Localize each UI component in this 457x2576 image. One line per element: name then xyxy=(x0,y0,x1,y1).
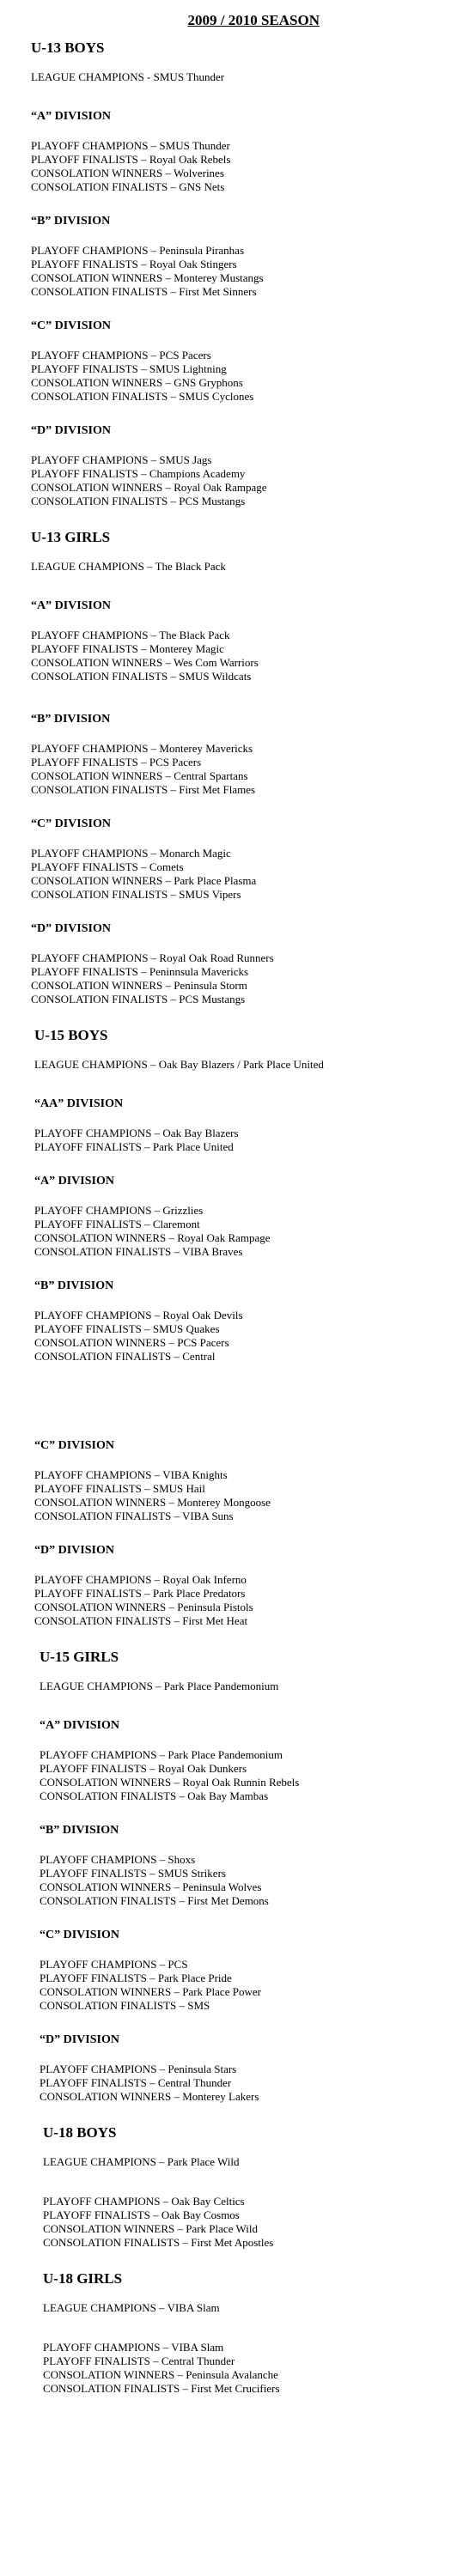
result-line: CONSOLATION FINALISTS – PCS Mustangs xyxy=(31,993,246,1005)
result-line: PLAYOFF FINALISTS – Champions Academy xyxy=(31,467,246,480)
result-line: CONSOLATION FINALISTS – VIBA Suns xyxy=(34,1510,234,1522)
result-line: CONSOLATION WINNERS – GNS Gryphons xyxy=(31,376,243,389)
result-line: PLAYOFF FINALISTS – Peninnsula Mavericks xyxy=(31,965,249,978)
result-line: PLAYOFF CHAMPIONS – SMUS Thunder xyxy=(31,139,230,152)
league-champions-line: LEAGUE CHAMPIONS - SMUS Thunder xyxy=(31,70,225,83)
section-u-15-girls xyxy=(0,1649,457,2104)
result-line: CONSOLATION WINNERS – Park Place Wild xyxy=(43,2222,258,2235)
result-line: CONSOLATION FINALISTS – SMUS Cyclones xyxy=(31,390,254,403)
results-list xyxy=(40,2063,457,2104)
section-title: U-15 BOYS xyxy=(34,1027,108,1043)
league-champions-line: LEAGUE CHAMPIONS – Park Place Wild xyxy=(43,2155,240,2168)
season-title: 2009 / 2010 SEASON xyxy=(187,12,320,28)
division-block xyxy=(31,110,457,194)
result-line: CONSOLATION WINNERS – Monterey Mustangs xyxy=(31,271,264,284)
section-title: U-18 BOYS xyxy=(43,2124,117,2141)
result-line: PLAYOFF CHAMPIONS – Monarch Magic xyxy=(31,847,231,860)
result-line: PLAYOFF FINALISTS – Claremont xyxy=(34,1218,200,1230)
division-title: “B” DIVISION xyxy=(34,1279,114,1292)
result-line: CONSOLATION WINNERS – Monterey Lakers xyxy=(40,2090,259,2103)
results-list xyxy=(40,1958,457,2013)
sections-container xyxy=(0,39,457,2396)
division-title: “D” DIVISION xyxy=(31,424,111,437)
section-u-18-girls xyxy=(0,2270,457,2396)
result-line: PLAYOFF FINALISTS – SMUS Lightning xyxy=(31,362,227,375)
division-title: “C” DIVISION xyxy=(40,1929,119,1941)
result-line: PLAYOFF CHAMPIONS – Grizzlies xyxy=(34,1204,204,1217)
result-line: PLAYOFF CHAMPIONS – PCS xyxy=(40,1958,188,1971)
result-line: CONSOLATION WINNERS – Park Place Plasma xyxy=(31,874,257,887)
results-list xyxy=(43,2341,457,2396)
section-u-13-girls xyxy=(0,529,457,1006)
division-block xyxy=(34,1175,457,1259)
result-line: CONSOLATION WINNERS – Royal Oak Rampage xyxy=(34,1231,271,1244)
result-line: PLAYOFF FINALISTS – Monterey Magic xyxy=(31,642,224,655)
division-block xyxy=(43,2195,457,2250)
division-block xyxy=(40,2033,457,2104)
result-line: CONSOLATION FINALISTS – First Met Heat xyxy=(34,1614,248,1627)
division-block xyxy=(34,1097,457,1154)
section-u-15-boys xyxy=(0,1027,457,1628)
result-line: PLAYOFF CHAMPIONS – Peninsula Piranhas xyxy=(31,244,244,257)
section-title: U-15 GIRLS xyxy=(40,1649,119,1665)
result-line: CONSOLATION FINALISTS – First Met Apostles xyxy=(43,2236,274,2249)
result-line: PLAYOFF FINALISTS – SMUS Strikers xyxy=(40,1867,226,1880)
result-line: CONSOLATION WINNERS – Monterey Mongoose xyxy=(34,1496,271,1509)
result-line: CONSOLATION WINNERS – PCS Pacers xyxy=(34,1336,229,1349)
division-block xyxy=(40,1929,457,2013)
result-line: CONSOLATION WINNERS – Royal Oak Rampage xyxy=(31,481,267,494)
division-block xyxy=(31,713,457,797)
results-list xyxy=(43,2195,457,2250)
division-title: “C” DIVISION xyxy=(34,1439,114,1452)
result-line: PLAYOFF FINALISTS – Royal Oak Stingers xyxy=(31,258,237,270)
results-list xyxy=(40,1748,457,1803)
result-line: PLAYOFF CHAMPIONS – Shoxs xyxy=(40,1853,196,1866)
result-line: PLAYOFF CHAMPIONS – Royal Oak Devils xyxy=(34,1309,243,1321)
result-line: PLAYOFF CHAMPIONS – Peninsula Stars xyxy=(40,2063,237,2075)
result-line: PLAYOFF FINALISTS – SMUS Quakes xyxy=(34,1322,220,1335)
result-line: CONSOLATION WINNERS – Wolverines xyxy=(31,167,224,179)
division-block xyxy=(34,1279,457,1364)
division-title: “D” DIVISION xyxy=(34,1544,114,1557)
result-line: PLAYOFF FINALISTS – Park Place Pride xyxy=(40,1971,232,1984)
division-block xyxy=(31,424,457,508)
result-line: PLAYOFF CHAMPIONS – SMUS Jags xyxy=(31,453,212,466)
result-line: PLAYOFF CHAMPIONS – Park Place Pandemonium xyxy=(40,1748,283,1761)
section-title: U-18 GIRLS xyxy=(43,2270,123,2287)
section-title: U-13 GIRLS xyxy=(31,529,111,545)
results-list xyxy=(34,1468,457,1523)
section-u-13-boys xyxy=(0,39,457,508)
result-line: PLAYOFF CHAMPIONS – VIBA Knights xyxy=(34,1468,228,1481)
results-list xyxy=(31,742,457,797)
result-line: PLAYOFF CHAMPIONS – PCS Pacers xyxy=(31,349,211,361)
results-list xyxy=(31,951,457,1006)
division-title: “AA” DIVISION xyxy=(34,1097,124,1110)
result-line: PLAYOFF CHAMPIONS – Royal Oak Road Runners xyxy=(31,951,274,964)
result-line: CONSOLATION FINALISTS – First Met Demons xyxy=(40,1894,269,1907)
results-list xyxy=(31,139,457,194)
results-list xyxy=(31,453,457,508)
results-list xyxy=(31,847,457,902)
division-title: “A” DIVISION xyxy=(40,1719,119,1732)
result-line: CONSOLATION FINALISTS – First Met Crucifiers xyxy=(43,2382,280,2395)
result-line: PLAYOFF FINALISTS – Royal Oak Rebels xyxy=(31,153,231,166)
section-u-18-boys xyxy=(0,2124,457,2250)
results-list xyxy=(40,1853,457,1908)
result-line: CONSOLATION WINNERS – Peninsula Wolves xyxy=(40,1880,262,1893)
division-block xyxy=(40,1824,457,1908)
division-block xyxy=(31,922,457,1006)
section-title: U-13 BOYS xyxy=(31,39,105,56)
results-list xyxy=(34,1309,457,1364)
result-line: CONSOLATION FINALISTS – Central xyxy=(34,1350,216,1363)
division-title: “B” DIVISION xyxy=(31,215,111,228)
result-line: PLAYOFF FINALISTS – Park Place Predators xyxy=(34,1587,246,1600)
result-line: PLAYOFF FINALISTS – Park Place United xyxy=(34,1140,234,1153)
result-line: CONSOLATION FINALISTS – PCS Mustangs xyxy=(31,495,246,507)
results-list xyxy=(31,244,457,299)
result-line: PLAYOFF FINALISTS – PCS Pacers xyxy=(31,756,202,769)
result-line: PLAYOFF FINALISTS – SMUS Hail xyxy=(34,1482,205,1495)
result-line: CONSOLATION WINNERS – Wes Com Warriors xyxy=(31,656,259,669)
division-title: “B” DIVISION xyxy=(40,1824,119,1837)
division-title: “A” DIVISION xyxy=(31,599,111,612)
result-line: PLAYOFF FINALISTS – Comets xyxy=(31,860,184,873)
division-title: “A” DIVISION xyxy=(31,110,111,123)
result-line: CONSOLATION FINALISTS – Oak Bay Mambas xyxy=(40,1789,269,1802)
division-block xyxy=(31,817,457,902)
division-title: “D” DIVISION xyxy=(31,922,111,935)
result-line: CONSOLATION FINALISTS – VIBA Braves xyxy=(34,1245,243,1258)
division-block xyxy=(40,1719,457,1803)
division-block xyxy=(34,1439,457,1523)
division-title: “C” DIVISION xyxy=(31,817,111,830)
division-title: “C” DIVISION xyxy=(31,319,111,332)
results-list xyxy=(34,1204,457,1259)
division-block xyxy=(43,2341,457,2396)
division-block xyxy=(34,1544,457,1628)
result-line: PLAYOFF CHAMPIONS – Royal Oak Inferno xyxy=(34,1573,247,1586)
result-line: CONSOLATION FINALISTS – SMS xyxy=(40,1999,210,2012)
result-line: CONSOLATION FINALISTS – SMUS Vipers xyxy=(31,888,241,901)
results-list xyxy=(31,629,457,683)
result-line: PLAYOFF FINALISTS – Central Thunder xyxy=(40,2076,232,2089)
result-line: CONSOLATION FINALISTS – First Met Flames xyxy=(31,783,256,796)
result-line: PLAYOFF CHAMPIONS – Monterey Mavericks xyxy=(31,742,253,755)
result-line: CONSOLATION WINNERS – Central Spartans xyxy=(31,769,248,782)
result-line: PLAYOFF CHAMPIONS – The Black Pack xyxy=(31,629,230,641)
result-line: PLAYOFF CHAMPIONS – Oak Bay Blazers xyxy=(34,1127,239,1139)
result-line: CONSOLATION WINNERS – Park Place Power xyxy=(40,1985,261,1998)
division-title: “A” DIVISION xyxy=(34,1175,114,1188)
division-block xyxy=(31,215,457,299)
league-champions-line: LEAGUE CHAMPIONS – The Black Pack xyxy=(31,560,226,573)
results-list xyxy=(34,1127,457,1154)
result-line: CONSOLATION WINNERS – Peninsula Pistols xyxy=(34,1601,253,1613)
result-line: PLAYOFF CHAMPIONS – Oak Bay Celtics xyxy=(43,2195,245,2208)
division-title: “D” DIVISION xyxy=(40,2033,119,2046)
result-line: PLAYOFF FINALISTS – Central Thunder xyxy=(43,2354,235,2367)
result-line: CONSOLATION FINALISTS – First Met Sinners xyxy=(31,285,257,298)
result-line: CONSOLATION WINNERS – Peninsula Avalanche xyxy=(43,2368,278,2381)
result-line: PLAYOFF CHAMPIONS – VIBA Slam xyxy=(43,2341,224,2354)
result-line: PLAYOFF FINALISTS – Royal Oak Dunkers xyxy=(40,1762,247,1775)
result-line: PLAYOFF FINALISTS – Oak Bay Cosmos xyxy=(43,2208,240,2221)
result-line: CONSOLATION FINALISTS – SMUS Wildcats xyxy=(31,670,252,683)
league-champions-line: LEAGUE CHAMPIONS – Park Place Pandemonium xyxy=(40,1680,279,1692)
result-line: CONSOLATION FINALISTS – GNS Nets xyxy=(31,180,225,193)
league-champions-line: LEAGUE CHAMPIONS – Oak Bay Blazers / Park Place United xyxy=(34,1058,324,1071)
result-line: CONSOLATION WINNERS – Royal Oak Runnin Rebels xyxy=(40,1776,300,1789)
division-title: “B” DIVISION xyxy=(31,713,111,726)
result-line: CONSOLATION WINNERS – Peninsula Storm xyxy=(31,979,247,992)
league-champions-line: LEAGUE CHAMPIONS – VIBA Slam xyxy=(43,2301,220,2314)
results-list xyxy=(34,1573,457,1628)
division-block xyxy=(31,599,457,683)
division-block xyxy=(31,319,457,404)
results-list xyxy=(31,349,457,404)
